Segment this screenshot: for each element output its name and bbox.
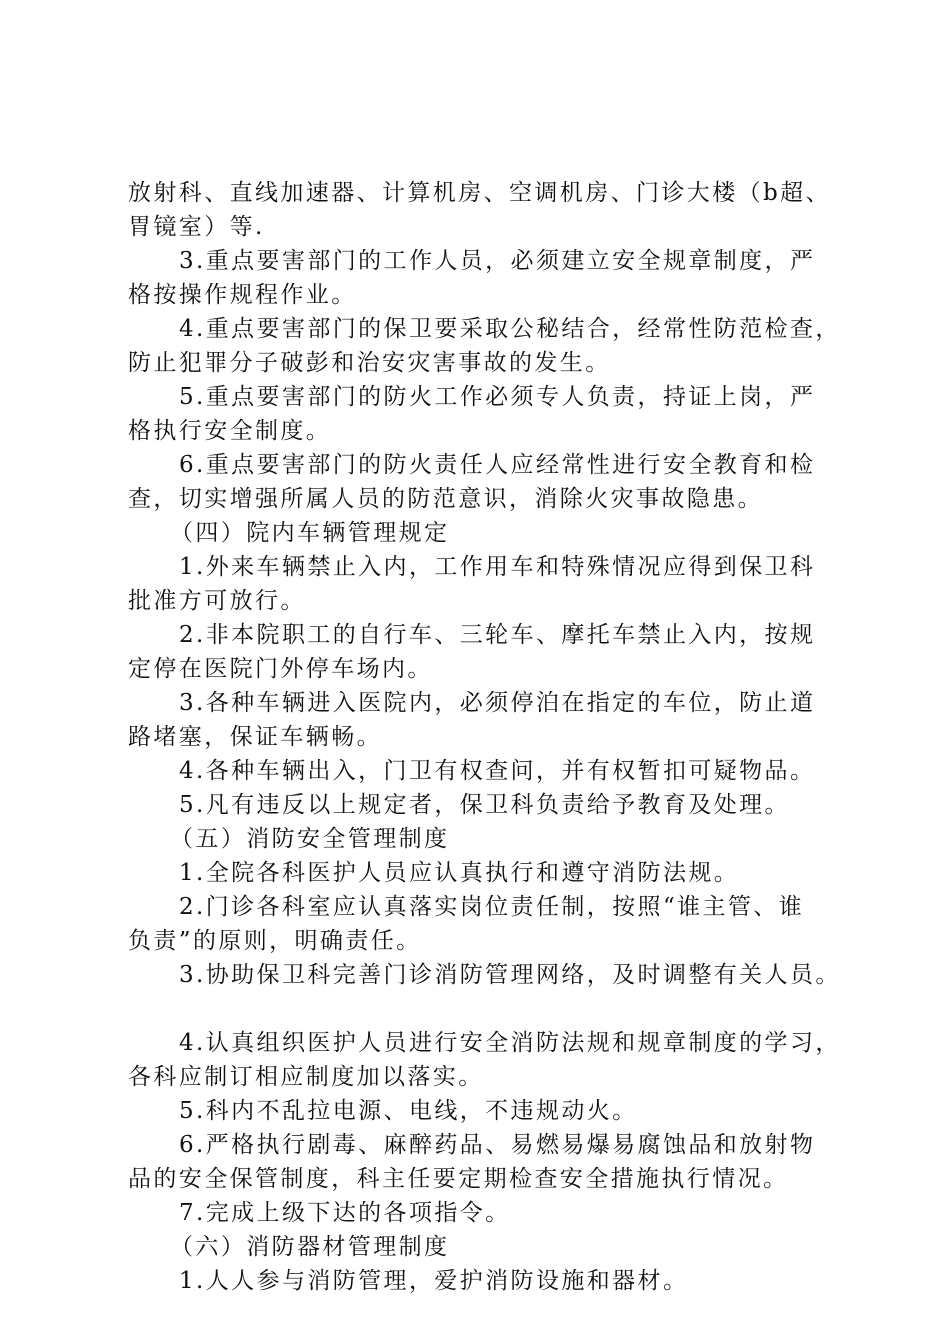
list-item-start: 1.人人参与消防管理，爱护消防设施和器材。 bbox=[179, 1268, 689, 1294]
list-item-start: 3.协助保卫科完善门诊消防管理网络，及时调整有关人员。 bbox=[179, 962, 841, 988]
text-line: 格执行安全制度。 bbox=[128, 418, 332, 444]
section-heading: （五）消防安全管理制度 bbox=[170, 826, 450, 852]
text-line: 品的安全保管制度，科主任要定期检查安全措施执行情况。 bbox=[128, 1166, 789, 1192]
text-line: 定停在医院门外停车场内。 bbox=[128, 656, 433, 682]
text-line: 放射科、直线加速器、计算机房、空调机房、门诊大楼（b超、 bbox=[128, 180, 831, 206]
list-item-start: 4.各种车辆出入，门卫有权查问，并有权暂扣可疑物品。 bbox=[179, 758, 816, 784]
list-item-start: 2.门诊各科室应认真落实岗位责任制，按照“谁主管、谁 bbox=[179, 894, 805, 920]
list-item-start: 5.凡有违反以上规定者，保卫科负责给予教育及处理。 bbox=[179, 792, 790, 818]
text-line: 格按操作规程作业。 bbox=[128, 282, 357, 308]
text-line: 查，切实增强所属人员的防范意识，消除火灾事故隐患。 bbox=[128, 486, 763, 512]
text-line: 负责”的原则，明确责任。 bbox=[128, 928, 422, 954]
paragraph-gap bbox=[128, 992, 858, 1026]
text-line: 胃镜室）等. bbox=[128, 214, 265, 240]
list-item-start: 2.非本院职工的自行车、三轮车、摩托车禁止入内，按规 bbox=[179, 622, 816, 648]
list-item-start: 4.认真组织医护人员进行安全消防法规和规章制度的学习， bbox=[179, 1030, 841, 1056]
text-line: 各科应制订相应制度加以落实。 bbox=[128, 1064, 484, 1090]
section-heading: （四）院内车辆管理规定 bbox=[170, 520, 450, 546]
text-line: 批准方可放行。 bbox=[128, 588, 306, 614]
list-item-start: 1.外来车辆禁止入内，工作用车和特殊情况应得到保卫科 bbox=[179, 554, 816, 580]
list-item-start: 6.重点要害部门的防火责任人应经常性进行安全教育和检 bbox=[179, 452, 816, 478]
list-item-start: 5.科内不乱拉电源、电线，不违规动火。 bbox=[179, 1098, 638, 1124]
text-line: 路堵塞，保证车辆畅。 bbox=[128, 724, 382, 750]
list-item-start: 1.全院各科医护人员应认真执行和遵守消防法规。 bbox=[179, 860, 740, 886]
list-item-start: 5.重点要害部门的防火工作必须专人负责，持证上岗，严 bbox=[179, 384, 816, 410]
list-item-start: 4.重点要害部门的保卫要采取公秘结合，经常性防范检查， bbox=[179, 316, 841, 342]
document-body bbox=[128, 176, 858, 1298]
list-item-start: 3.各种车辆进入医院内，必须停泊在指定的车位，防止道 bbox=[179, 690, 816, 716]
list-item-start: 6.严格执行剧毒、麻醉药品、易燃易爆易腐蚀品和放射物 bbox=[179, 1132, 816, 1158]
text-line: 防止犯罪分子破彭和治安灾害事故的发生。 bbox=[128, 350, 611, 376]
list-item-start: 3.重点要害部门的工作人员，必须建立安全规章制度，严 bbox=[179, 248, 816, 274]
list-item-start: 7.完成上级下达的各项指令。 bbox=[179, 1200, 511, 1226]
section-heading: （六）消防器材管理制度 bbox=[170, 1234, 450, 1260]
